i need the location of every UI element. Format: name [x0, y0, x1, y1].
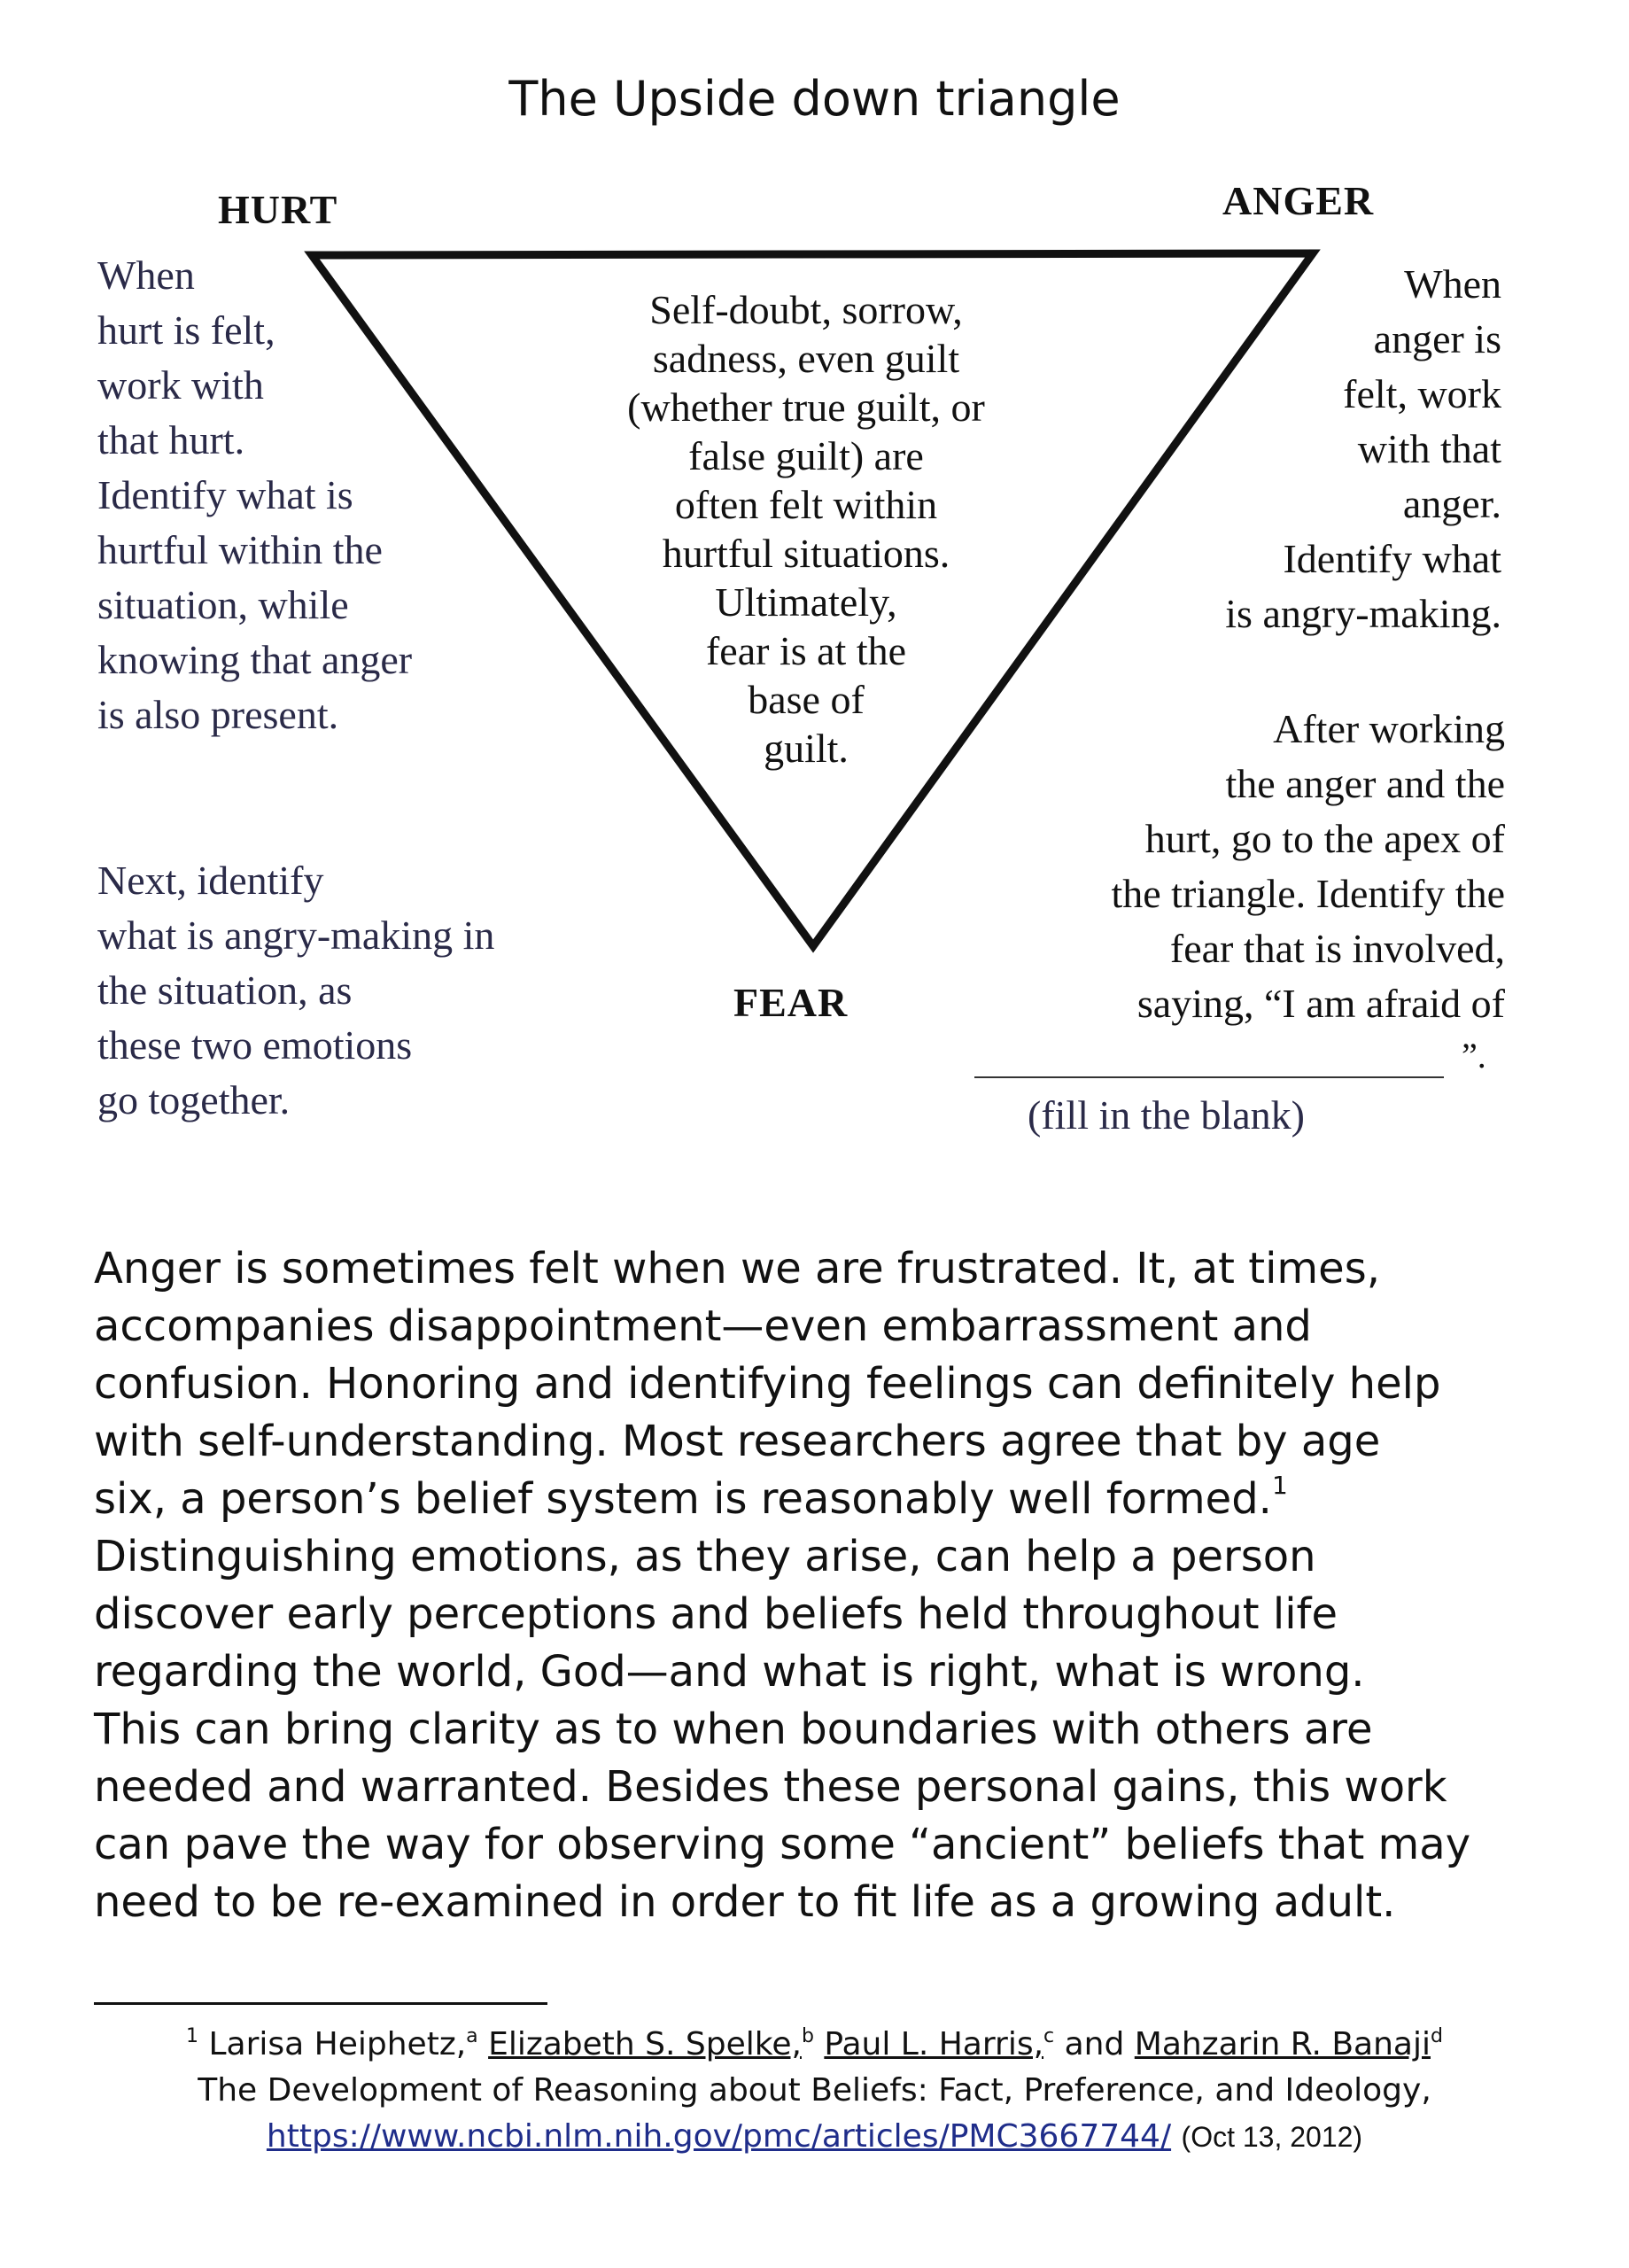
- text-line: Ultimately,: [715, 579, 897, 625]
- paragraph-line: [94, 1471, 1582, 1528]
- affiliation-mark: d: [1430, 2025, 1443, 2047]
- footnote: [0, 2022, 1629, 2160]
- text-line: fear is at the: [705, 628, 907, 673]
- hurt-instructions: [97, 248, 412, 742]
- paragraph-line: accompanies disappointment—even embarrassment and: [94, 1301, 1312, 1351]
- next-step-instructions: [97, 853, 494, 1128]
- text-line: with that: [1357, 426, 1501, 471]
- text-line: the triangle. Identify the: [1111, 871, 1505, 916]
- text-line: saying, “I am afraid of: [1136, 981, 1505, 1026]
- paragraph-line: This can bring clarity as to when boundaries with others are: [94, 1705, 1373, 1754]
- footnote-number: 1: [186, 2025, 199, 2047]
- text-line: the situation, as: [97, 967, 353, 1013]
- text-line: knowing that anger: [97, 637, 413, 682]
- text-line: sadness, even guilt: [652, 336, 960, 381]
- closing-quote: ”.: [1462, 1036, 1486, 1076]
- text-line: is also present.: [97, 692, 339, 737]
- text-line: go together.: [97, 1077, 291, 1122]
- paragraph-line: discover early perceptions and beliefs held throughout life: [94, 1589, 1338, 1639]
- footnote-divider: [94, 2002, 547, 2005]
- text-line: guilt.: [764, 726, 849, 771]
- author-heiphetz: Larisa Heiphetz,: [208, 2026, 467, 2062]
- article-url-link[interactable]: https://www.ncbi.nlm.nih.gov/pmc/articles/PMC3667744/: [266, 2118, 1172, 2155]
- footnote-source: [0, 2114, 1629, 2160]
- paragraph-line-text: six, a person’s belief system is reasonably well formed.: [94, 1474, 1272, 1524]
- affiliation-mark: b: [801, 2025, 814, 2047]
- text-line: that hurt.: [97, 417, 245, 462]
- affiliation-mark: a: [466, 2025, 478, 2047]
- anger-label: ANGER: [1222, 178, 1375, 223]
- text-line: often felt within: [674, 482, 938, 527]
- author-banaji-link[interactable]: Mahzarin R. Banaji: [1134, 2026, 1431, 2062]
- text-line: (whether true guilt, or: [627, 384, 985, 430]
- text-line: base of: [748, 677, 865, 722]
- text-line: false guilt) are: [688, 433, 924, 478]
- text-line: work with: [97, 362, 264, 408]
- text-line: When: [97, 252, 195, 298]
- body-paragraph: [94, 1240, 1582, 1931]
- fear-label: FEAR: [733, 980, 849, 1025]
- article-date: (Oct 13, 2012): [1181, 2121, 1363, 2153]
- hurt-label: HURT: [218, 187, 338, 232]
- text-line: Next, identify: [97, 858, 324, 903]
- fill-in-blank-note: (fill in the blank): [1028, 1092, 1305, 1138]
- text-line: When: [1404, 261, 1501, 307]
- paragraph-line: needed and warranted. Besides these personal gains, this work: [94, 1762, 1447, 1812]
- anger-instructions: [1225, 257, 1501, 641]
- fill-in-blank-line: [974, 1076, 1444, 1078]
- text-line: hurt, go to the apex of: [1144, 816, 1505, 861]
- text-line: After working: [1273, 706, 1505, 751]
- text-line: hurtful within the: [97, 527, 383, 572]
- text-line: anger.: [1402, 481, 1501, 526]
- paragraph-line: can pave the way for observing some “ancient” beliefs that may: [94, 1820, 1471, 1869]
- page-title: The Upside down triangle: [508, 71, 1121, 127]
- footnote-authors: [0, 2022, 1629, 2068]
- text-line: Identify what is: [97, 472, 353, 517]
- paragraph-line: with self-understanding. Most researchers agree that by age: [94, 1417, 1381, 1466]
- fear-instructions: [1111, 702, 1505, 1031]
- text-line: anger is: [1373, 316, 1501, 361]
- text-line: the anger and the: [1225, 761, 1505, 806]
- text-line: these two emotions: [97, 1022, 413, 1068]
- author-harris-link[interactable]: Paul L. Harris,: [824, 2026, 1044, 2062]
- affiliation-mark: c: [1043, 2025, 1055, 2047]
- paragraph-line: need to be re-examined in order to fit life as a growing adult.: [94, 1877, 1396, 1927]
- paragraph-line: regarding the world, God—and what is right, what is wrong.: [94, 1647, 1365, 1697]
- paragraph-line: Distinguishing emotions, as they arise, can help a person: [94, 1532, 1316, 1581]
- text-line: Self-doubt, sorrow,: [649, 287, 963, 332]
- text-line: situation, while: [97, 582, 349, 627]
- text-line: felt, work: [1343, 371, 1501, 416]
- text-line: hurt is felt,: [97, 307, 275, 353]
- text-line: hurtful situations.: [662, 531, 950, 576]
- and-text: and: [1054, 2026, 1135, 2062]
- text-line: fear that is involved,: [1169, 926, 1505, 971]
- author-spelke-link[interactable]: Elizabeth S. Spelke,: [488, 2026, 802, 2062]
- article-title: The Development of Reasoning about Beliefs: Fact, Preference, and Ideology,: [198, 2072, 1431, 2109]
- paragraph-line: confusion. Honoring and identifying feelings can definitely help: [94, 1359, 1441, 1409]
- footnote-marker: 1: [1271, 1471, 1288, 1500]
- text-line: is angry-making.: [1225, 591, 1501, 636]
- text-line: Identify what: [1283, 536, 1501, 581]
- paragraph-line: Anger is sometimes felt when we are frustrated. It, at times,: [94, 1244, 1380, 1293]
- triangle-center-text: [496, 285, 1116, 773]
- text-line: what is angry-making in: [97, 913, 495, 958]
